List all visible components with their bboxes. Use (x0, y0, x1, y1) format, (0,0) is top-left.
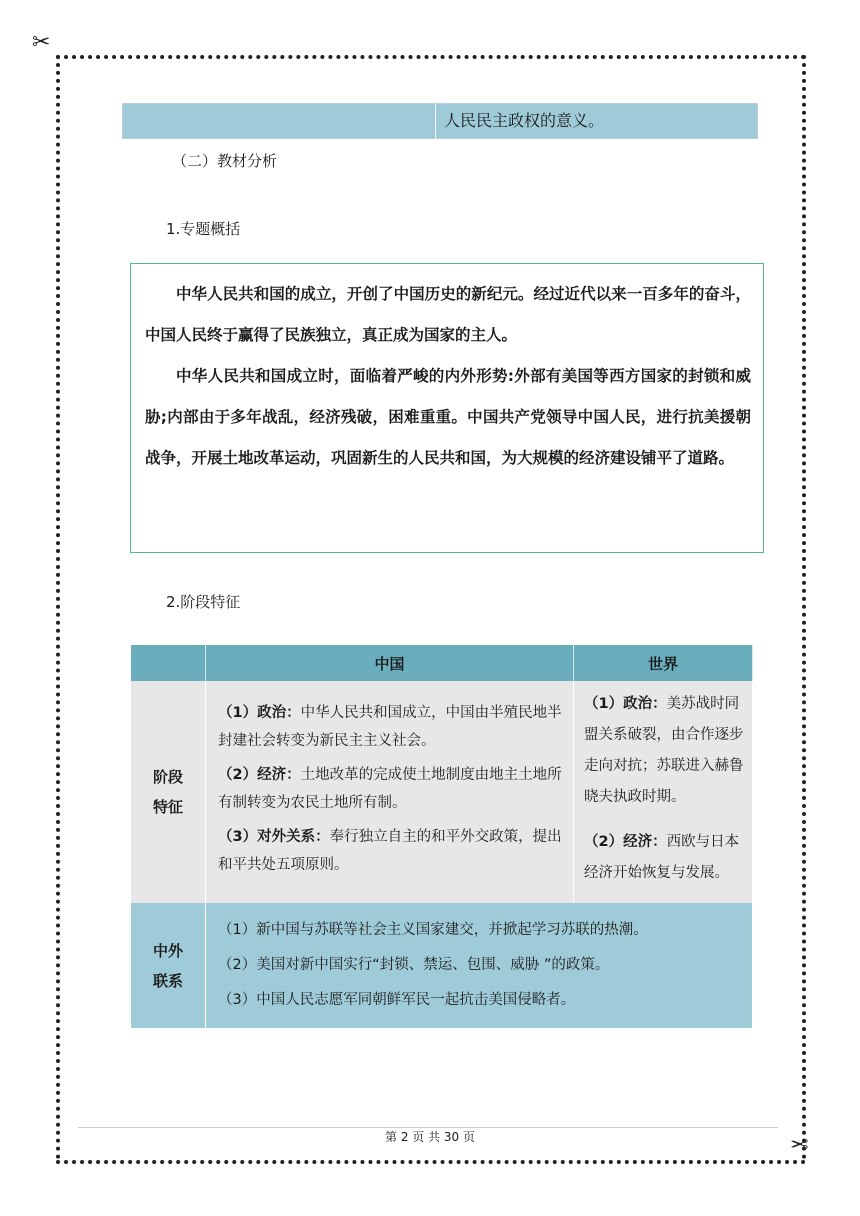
world-item (584, 827, 744, 889)
row-label (131, 681, 206, 903)
top-table-right-cell: 人民民主政权的意义。 (436, 104, 757, 138)
top-table-row (122, 103, 758, 139)
header-world: 世界 (574, 645, 753, 681)
item-text: 美苏战时同盟关系破裂，由合作逐步走向对抗；苏联进入赫鲁晓夫执政时期。 (584, 696, 744, 805)
scissors-icon: ✂ (32, 30, 51, 55)
header-empty (131, 645, 206, 681)
table-row (131, 681, 753, 903)
top-table-left-cell (123, 104, 436, 138)
link-item: （1）新中国与苏联等社会主义国家建交，并掀起学习苏联的热潮。 (218, 922, 648, 938)
item-text: 土地改革的完成使土地制度由地主土地所有制转变为农民土地所有制。 (218, 767, 562, 811)
china-item (218, 823, 563, 879)
item-text: 西欧与日本经济开始恢复与发展。 (584, 834, 740, 881)
header-china: 中国 (206, 645, 574, 681)
row-label (131, 903, 206, 1028)
table-header-row (131, 645, 753, 681)
link-item: （2）美国对新中国实行“封锁、禁运、包围、威胁 ”的政策。 (218, 957, 610, 973)
item-label: （2）经济： (584, 834, 667, 850)
overview-box (130, 263, 764, 553)
china-item (218, 761, 563, 817)
world-item (584, 689, 744, 813)
link-item: （3）中国人民志愿军同朝鲜军民一起抗击美国侵略者。 (218, 992, 576, 1008)
table-row (131, 903, 753, 1028)
stage-table (131, 645, 753, 1028)
links-cell (206, 903, 753, 1028)
china-cell (206, 681, 574, 903)
overview-paragraph: 中华人民共和国成立时，面临着严峻的内外形势:外部有美国等西方国家的封锁和威胁;内部由于多年战乱，经济残破，困难重重。中国共产党领导中国人民，进行抗美援朝战争，开展土地改革运动，巩固新生的人民共和国，为大规模的经济建设铺平了道路。 (145, 367, 751, 467)
item-label: （3）对外关系： (218, 829, 330, 845)
overview-paragraph: 中华人民共和国的成立，开创了中国历史的新纪元。经过近代以来一百多年的奋斗，中国人民终于赢得了民族独立，真正成为国家的主人。 (145, 285, 751, 344)
dotted-border-right (802, 55, 806, 1160)
row-label-line: 阶段 (152, 768, 183, 786)
section-title: （二）教材分析 (172, 152, 278, 170)
item-label: （1）政治： (584, 696, 667, 712)
item-label: （2）经济： (218, 767, 301, 783)
page-footer: 第 2 页 共 30 页 (385, 1130, 475, 1144)
dotted-border-bottom (56, 1160, 806, 1164)
item-text: 中华人民共和国成立，中国由半殖民地半封建社会转变为新民主主义社会。 (218, 705, 562, 749)
world-cell (574, 681, 753, 903)
item-label: （1）政治： (218, 705, 301, 721)
china-item (218, 699, 563, 755)
overview-title: 1.专题概括 (166, 220, 241, 238)
scissors-icon: ✂ (790, 1130, 809, 1155)
item-text: 奉行独立自主的和平外交政策，提出和平共处五项原则。 (218, 829, 562, 873)
dotted-border-top (56, 55, 806, 59)
dotted-border-left (56, 55, 60, 1160)
row-label-line: 特征 (152, 798, 183, 816)
row-label-line: 联系 (152, 971, 183, 990)
row-label-line: 中外 (152, 941, 183, 960)
stage-title: 2.阶段特征 (166, 593, 241, 611)
